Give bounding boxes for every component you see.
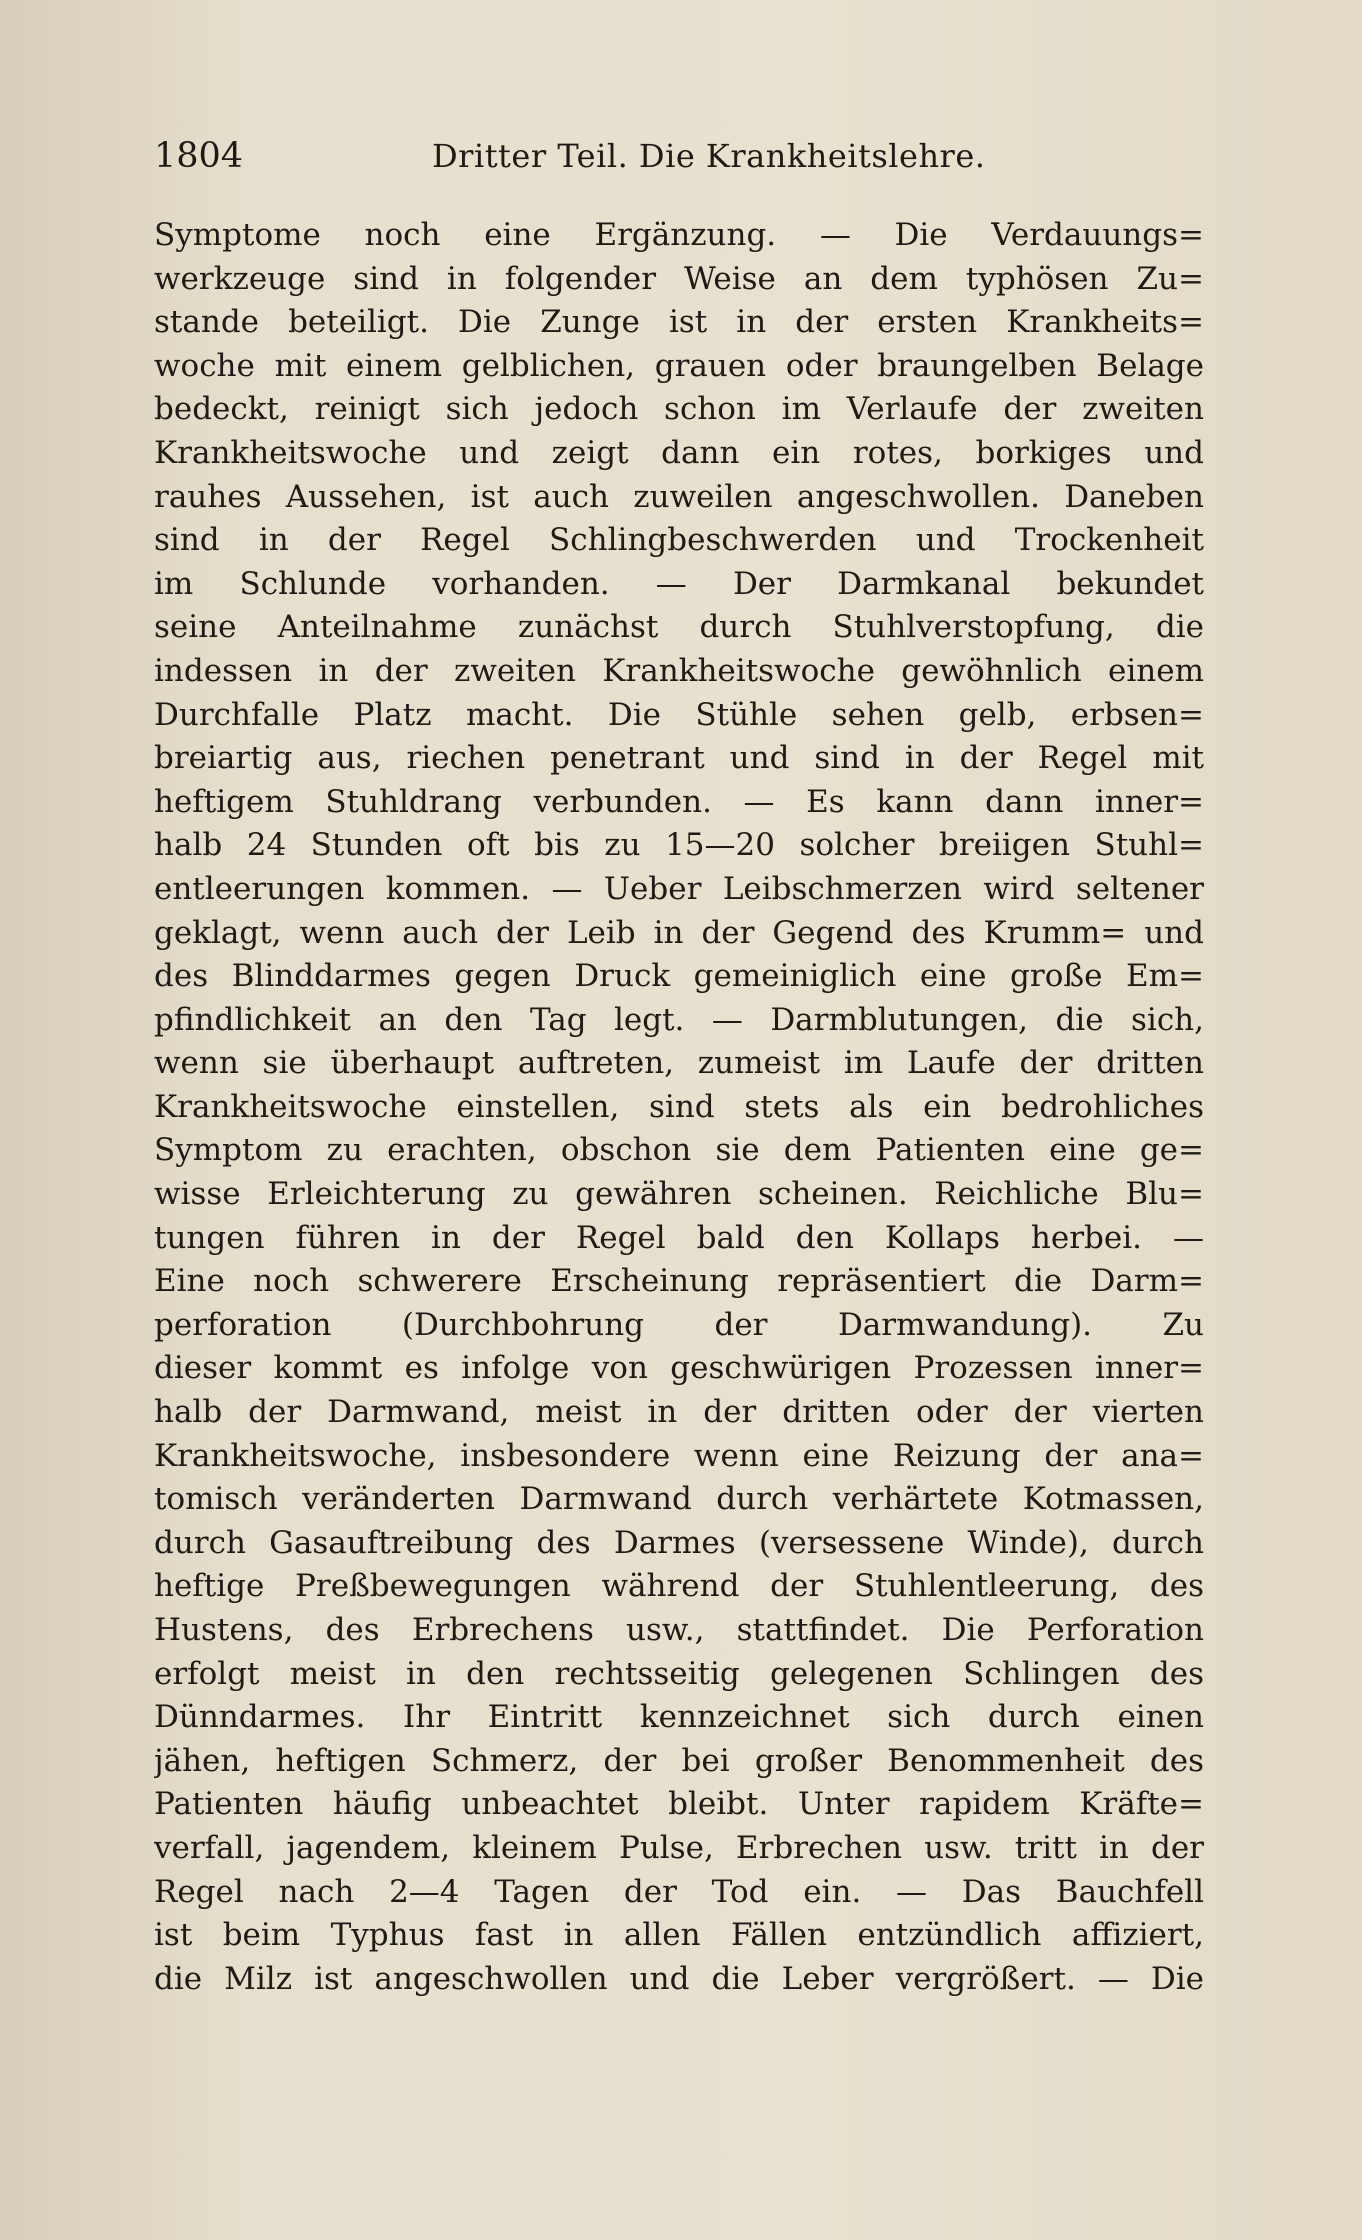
text-line: Krankheitswoche, insbesondere wenn eine Reizung der ana=: [154, 1437, 1204, 1474]
text-line: seine Anteilnahme zunächst durch Stuhlverstopfung, die: [154, 609, 1204, 646]
text-line: dieser kommt es infolge von geschwürigen Prozessen inner=: [154, 1350, 1204, 1387]
text-line: perforation (Durchbohrung der Darmwandung). Zu: [154, 1306, 1204, 1343]
text-line: tungen führen in der Regel bald den Kollaps herbei. —: [154, 1219, 1204, 1256]
text-line: heftigem Stuhldrang verbunden. — Es kann dann inner=: [154, 783, 1204, 820]
text-line: Patienten häufig unbeachtet bleibt. Unter rapidem Kräfte=: [154, 1786, 1204, 1823]
page-number: 1804: [154, 136, 244, 176]
text-line: Durchfalle Platz macht. Die Stühle sehen gelb, erbsen=: [154, 696, 1204, 733]
text-line: heftige Preßbewegungen während der Stuhlentleerung, des: [154, 1568, 1204, 1605]
text-line: woche mit einem gelblichen, grauen oder braungelben Belage: [154, 347, 1204, 384]
text-line: werkzeuge sind in folgender Weise an dem typhösen Zu=: [154, 260, 1204, 297]
body-text: [154, 214, 1204, 2001]
text-line: halb 24 Stunden oft bis zu 15—20 solcher breiigen Stuhl=: [154, 827, 1204, 864]
text-line: entleerungen kommen. — Ueber Leibschmerzen wird seltener: [154, 870, 1204, 907]
text-line: halb der Darmwand, meist in der dritten oder der vierten: [154, 1394, 1204, 1431]
text-line: Hustens, des Erbrechens usw., stattfindet. Die Perforation: [154, 1612, 1204, 1648]
text-line: durch Gasauftreibung des Darmes (versessene Winde), durch: [154, 1524, 1204, 1561]
text-line: sind in der Regel Schlingbeschwerden und Trockenheit: [154, 522, 1204, 559]
text-line: verfall, jagendem, kleinem Pulse, Erbrechen usw. tritt in der: [154, 1829, 1204, 1866]
text-line: Krankheitswoche und zeigt dann ein rotes, borkiges und: [154, 434, 1204, 471]
text-line: Dünndarmes. Ihr Eintritt kennzeichnet sich durch einen: [154, 1699, 1204, 1736]
text-line: Symptom zu erachten, obschon sie dem Patienten eine ge=: [154, 1132, 1204, 1169]
text-line: im Schlunde vorhanden. — Der Darmkanal bekundet: [154, 565, 1204, 602]
text-line: bedeckt, reinigt sich jedoch schon im Verlaufe der zweiten: [154, 391, 1204, 428]
text-line: wenn sie überhaupt auftreten, zumeist im Laufe der dritten: [154, 1045, 1204, 1082]
text-line: ist beim Typhus fast in allen Fällen entzündlich affiziert,: [154, 1917, 1204, 1954]
text-line: indessen in der zweiten Krankheitswoche gewöhnlich einem: [154, 652, 1204, 689]
text-line: Eine noch schwerere Erscheinung repräsentiert die Darm=: [154, 1263, 1204, 1300]
text-line: rauhes Aussehen, ist auch zuweilen angeschwollen. Daneben: [154, 478, 1204, 515]
text-line: tomisch veränderten Darmwand durch verhärtete Kotmassen,: [154, 1481, 1204, 1518]
text-line: wisse Erleichterung zu gewähren scheinen. Reichliche Blu=: [154, 1176, 1204, 1213]
running-title: Dritter Teil. Die Krankheitslehre.: [432, 137, 986, 175]
text-line: Symptome noch eine Ergänzung. — Die Verdauungs=: [154, 217, 1204, 253]
text-line: Regel nach 2—4 Tagen der Tod ein. — Das Bauchfell: [154, 1873, 1204, 1910]
text-line: jähen, heftigen Schmerz, der bei großer Benommenheit des: [154, 1742, 1204, 1779]
running-head: [154, 136, 1204, 176]
text-line: die Milz ist angeschwollen und die Leber vergrößert. — Die: [154, 1960, 1204, 1997]
text-line: stande beteiligt. Die Zunge ist in der ersten Krankheits=: [154, 304, 1204, 341]
text-line: geklagt, wenn auch der Leib in der Gegend des Krumm= und: [154, 914, 1204, 951]
text-line: pfindlichkeit an den Tag legt. — Darmblutungen, die sich,: [154, 1001, 1204, 1038]
text-line: breiartig aus, riechen penetrant und sind in der Regel mit: [154, 740, 1204, 777]
text-line: des Blinddarmes gegen Druck gemeiniglich eine große Em=: [154, 958, 1204, 995]
text-line: Krankheitswoche einstellen, sind stets als ein bedrohliches: [154, 1088, 1204, 1125]
text-line: erfolgt meist in den rechtsseitig gelegenen Schlingen des: [154, 1655, 1204, 1692]
